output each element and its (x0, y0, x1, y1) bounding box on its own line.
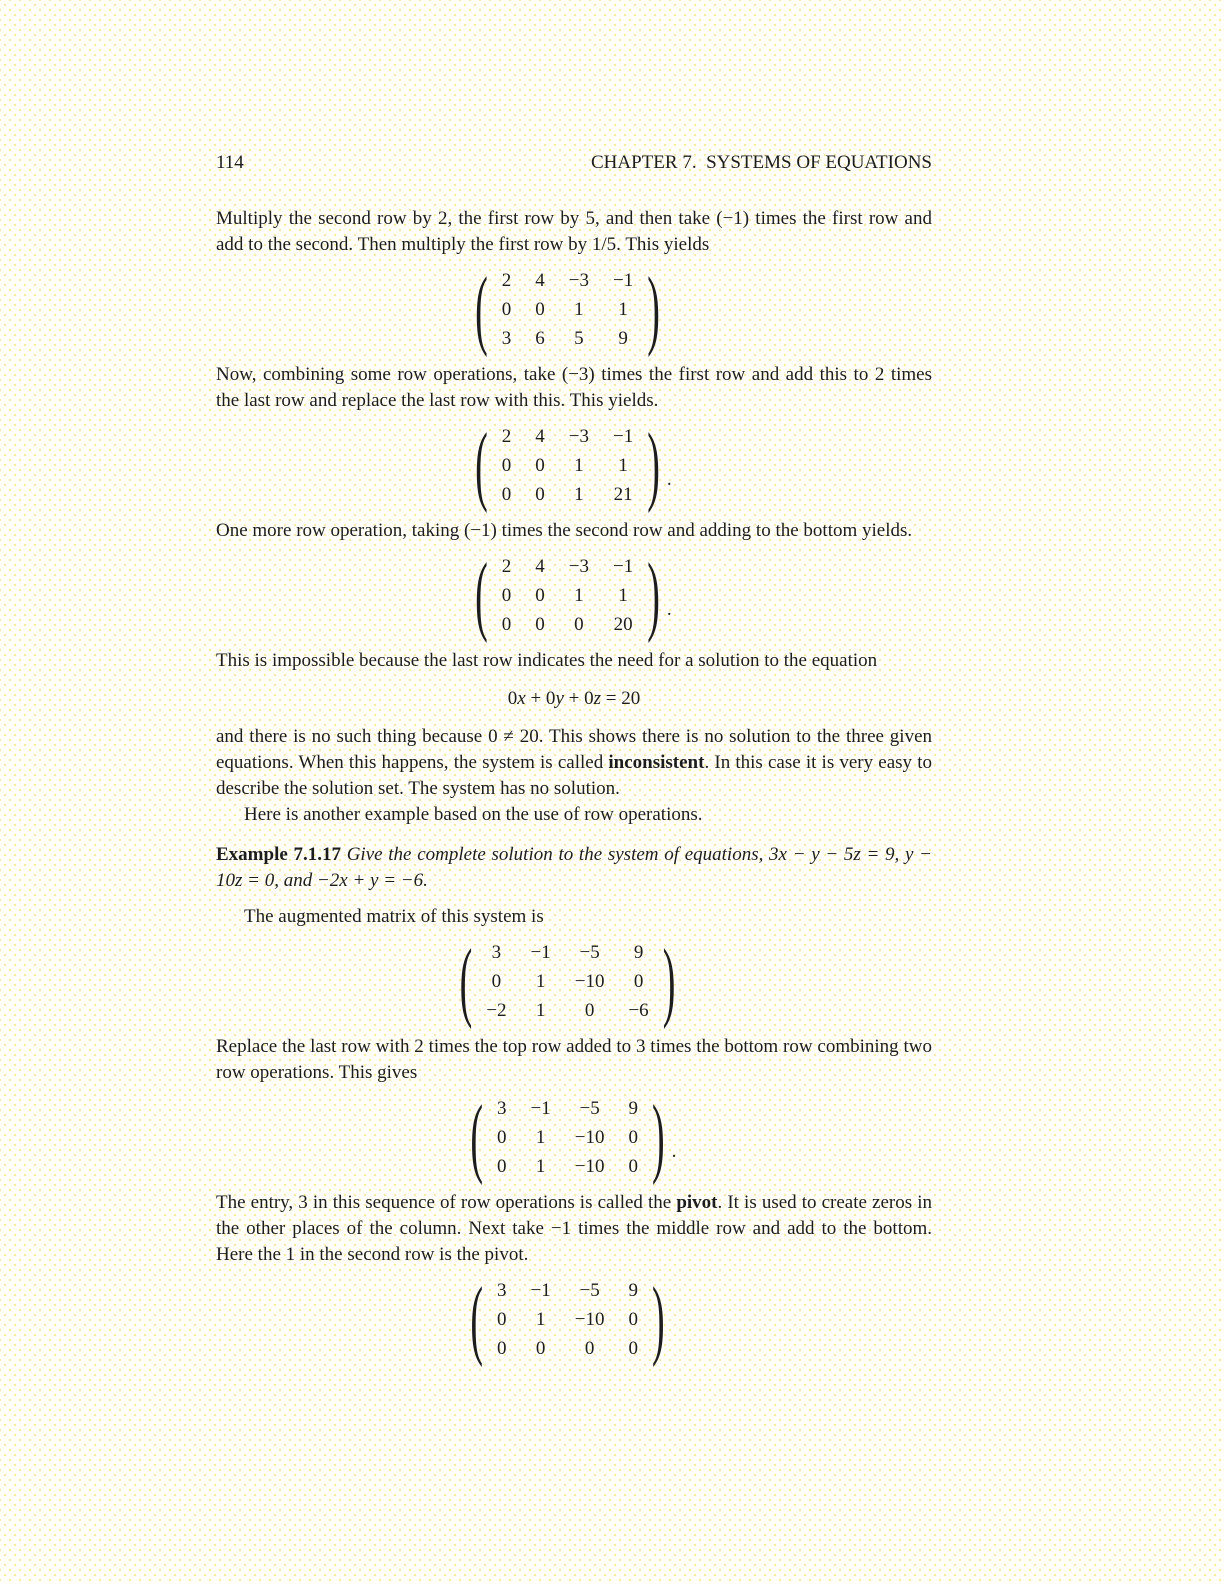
matrix-cell: 0 (584, 1000, 595, 1021)
text-segment: Replace the last row with 2 times the top row added to 3 times the bottom row combining two row operations. This gives (216, 1036, 932, 1083)
paragraph-another-example (216, 802, 932, 828)
matrix-6 (216, 1270, 932, 1370)
matrix-1 (216, 260, 932, 360)
matrix-cell: 0 (535, 585, 545, 606)
matrix-cell: 0 (628, 1156, 638, 1177)
text-segment: The augmented matrix of this system is (244, 906, 544, 927)
matrix-cell: 2 (501, 556, 512, 577)
matrix-cell: 21 (613, 484, 633, 505)
paragraph-row-ops-2 (216, 362, 932, 414)
matrix-5 (216, 1088, 932, 1188)
matrix-cell: 0 (501, 614, 512, 635)
matrix-cell: 4 (535, 556, 545, 577)
matrix-trailing-punct: . (671, 1141, 677, 1162)
paragraph-augmented-matrix (216, 904, 932, 930)
matrix-cell: 4 (535, 426, 545, 447)
matrix-cell: 0 (535, 455, 545, 476)
matrix-cell: 2 (501, 426, 512, 447)
matrix-cell: 1 (574, 484, 584, 505)
matrix-cell: 2 (501, 270, 512, 291)
matrix-cell: 1 (618, 455, 628, 476)
right-paren-icon: ) (651, 1270, 665, 1370)
matrix-cell: 0 (501, 299, 512, 320)
running-head (216, 150, 932, 176)
paragraph-row-ops-3 (216, 518, 932, 544)
display-equation (216, 686, 932, 712)
matrix-cell: 0 (491, 971, 502, 992)
matrix-cell: 9 (633, 942, 644, 963)
matrix-cell: 0 (628, 1127, 638, 1148)
paragraph-impossible (216, 648, 932, 674)
text-segment: Multiply the second row by 2, the first row by 5, and then take (−1) times the first row and add to the second. Then multiply the first row by 1/5. This yields (216, 208, 932, 255)
matrix-cell: 5 (574, 328, 584, 349)
right-paren-icon: ) (647, 546, 660, 646)
matrix-cell: −10 (574, 1156, 605, 1177)
matrix-cell: 0 (535, 614, 545, 635)
matrix-cell: −1 (613, 270, 634, 291)
matrix-cell: 9 (618, 328, 628, 349)
matrix-cell: 4 (535, 270, 545, 291)
text-segment: x (517, 688, 526, 709)
matrix-cell: 1 (535, 1127, 546, 1148)
matrix-cell: 0 (497, 1156, 507, 1177)
matrix-cell: −2 (486, 1000, 507, 1021)
text-segment: pivot (676, 1192, 718, 1213)
text-segment: inconsistent (608, 752, 705, 773)
matrix-trailing-punct: . (666, 599, 672, 620)
text-segment: Now, combining some row operations, take (−3) times the first row and add this to 2 times the last row and replace the last row with this. This yields. (216, 364, 932, 411)
matrix-cell: 1 (535, 1309, 546, 1330)
matrix-cell: 1 (574, 455, 584, 476)
matrix-cell: 1 (574, 299, 584, 320)
matrix-cell: 9 (628, 1098, 638, 1119)
paragraph-pivot (216, 1190, 932, 1268)
matrix-cell: 20 (613, 614, 633, 635)
matrix-cell: −3 (568, 270, 589, 291)
matrix-cell: 0 (501, 455, 512, 476)
right-paren-icon: ) (647, 260, 660, 360)
text-segment: . It is used to create zeros in the other places of the column. Next take −1 times the middle row and add to the bottom. Here the 1 in the second row is the pivot. (216, 1192, 932, 1265)
matrix-cell: 3 (497, 1098, 507, 1119)
matrix-cell: 1 (618, 299, 628, 320)
matrix-cell: −5 (579, 1098, 600, 1119)
matrix-cell: −1 (613, 426, 634, 447)
matrix-3-grid (502, 557, 633, 635)
paragraph-inconsistent (216, 724, 932, 802)
text-segment: . In this case it is very easy to describe the solution set. The system has no solution. (216, 752, 932, 799)
matrix-2 (216, 416, 932, 516)
matrix-5-grid (497, 1099, 638, 1177)
page-number: 114 (216, 152, 244, 173)
text-segment: + 0 (563, 688, 594, 709)
matrix-cell: 3 (501, 328, 512, 349)
right-paren-icon: ) (651, 1088, 665, 1188)
matrix-cell: −10 (574, 1127, 605, 1148)
text-segment: z (593, 688, 601, 709)
text-segment: and there is no such thing because 0 ≠ 20. This shows there is no solution to the three given equations. When this happens, the system is called (216, 726, 932, 773)
matrix-cell: 0 (535, 484, 545, 505)
matrix-cell: 0 (497, 1127, 507, 1148)
matrix-cell: 6 (535, 328, 545, 349)
matrix-cell: 0 (584, 1338, 595, 1359)
matrix-trailing-punct: . (666, 469, 672, 490)
matrix-cell: −1 (530, 1098, 551, 1119)
left-paren-icon: ( (475, 416, 488, 516)
matrix-cell: −6 (628, 1000, 649, 1021)
right-paren-icon: ) (662, 932, 676, 1032)
text-segment: y (555, 688, 564, 709)
left-paren-icon: ( (475, 260, 488, 360)
matrix-cell: 0 (535, 299, 545, 320)
matrix-cell: 9 (628, 1280, 638, 1301)
left-paren-icon: ( (470, 1270, 484, 1370)
matrix-cell: 0 (633, 971, 644, 992)
matrix-cell: −1 (613, 556, 634, 577)
left-paren-icon: ( (470, 1088, 484, 1188)
matrix-4-grid (486, 943, 648, 1021)
text-segment: The entry, 3 in this sequence of row operations is called the (216, 1192, 677, 1213)
text-segment: + 0 (525, 688, 556, 709)
matrix-6-grid (497, 1281, 638, 1359)
text-segment: This is impossible because the last row indicates the need for a solution to the equation (216, 650, 878, 671)
text-segment: = 20 (601, 688, 641, 709)
text-segment: One more row operation, taking (−1) times the second row and adding to the bottom yields. (216, 520, 913, 541)
matrix-cell: 0 (574, 614, 584, 635)
matrix-4 (216, 932, 932, 1032)
matrix-cell: 0 (501, 484, 512, 505)
right-paren-icon: ) (647, 416, 660, 516)
matrix-cell: 0 (628, 1309, 638, 1330)
matrix-cell: 0 (497, 1338, 507, 1359)
left-paren-icon: ( (475, 546, 488, 646)
matrix-cell: 0 (628, 1338, 638, 1359)
matrix-3 (216, 546, 932, 646)
left-paren-icon: ( (459, 932, 473, 1032)
matrix-cell: −1 (530, 942, 551, 963)
example-7-1-17 (216, 842, 932, 894)
matrix-cell: 0 (497, 1309, 507, 1330)
matrix-cell: −3 (568, 426, 589, 447)
matrix-cell: 0 (535, 1338, 546, 1359)
matrix-cell: −1 (530, 1280, 551, 1301)
matrix-cell: 3 (491, 942, 502, 963)
matrix-cell: 1 (535, 1156, 546, 1177)
paragraph-replace-last-row (216, 1034, 932, 1086)
matrix-cell: −5 (579, 1280, 600, 1301)
matrix-2-grid (502, 427, 633, 505)
text-segment: Example 7.1.17 (216, 844, 347, 865)
matrix-cell: −10 (574, 971, 605, 992)
matrix-cell: −5 (579, 942, 600, 963)
matrix-cell: 1 (574, 585, 584, 606)
matrix-cell: 1 (618, 585, 628, 606)
matrix-cell: 1 (535, 971, 546, 992)
matrix-cell: 3 (497, 1280, 507, 1301)
text-segment: 0 (507, 688, 518, 709)
matrix-1-grid (502, 271, 633, 349)
chapter-header: CHAPTER 7. SYSTEMS OF EQUATIONS (591, 152, 932, 173)
paragraph-row-ops-1 (216, 206, 932, 258)
matrix-cell: 0 (501, 585, 512, 606)
matrix-cell: −10 (574, 1309, 605, 1330)
matrix-cell: 1 (535, 1000, 546, 1021)
text-segment: Here is another example based on the use of row operations. (244, 804, 703, 825)
matrix-cell: −3 (568, 556, 589, 577)
text-segment: Give the complete solution to the system of equations, 3x − y − 5z = 9, y − 10z = 0, and −2x + y = −6. (216, 844, 932, 891)
